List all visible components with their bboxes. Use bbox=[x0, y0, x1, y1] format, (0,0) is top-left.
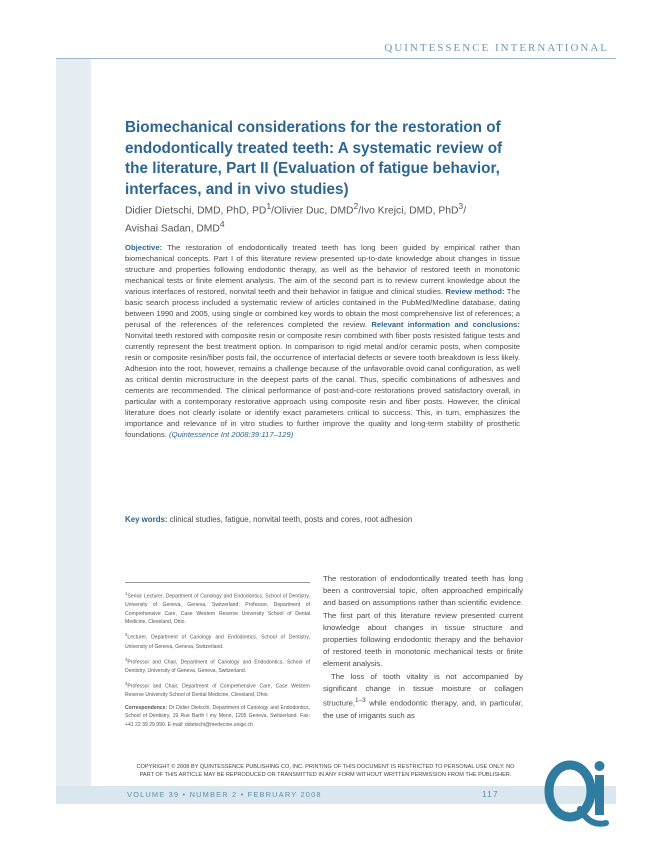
body-sentence: The loss of tooth vitality is not accompanied by significant change in tissue moisture or collagen structure, bbox=[323, 671, 523, 708]
correspondence-label: Correspondence: bbox=[125, 704, 168, 711]
footnote-text: Professor and Chair, Department of Cariology and Endodontics, School of Dentistry, University of Geneva, Geneva, Switzerland. bbox=[125, 659, 310, 674]
correspondence bbox=[125, 704, 310, 730]
affiliation-marker: 2 bbox=[353, 201, 359, 211]
footnote: $^4$Professor and Chair, Department of Comprehensive Care, Case Western Reserve University School of Dental Medicine, Cleveland, Ohio. bbox=[125, 680, 310, 698]
abstract-heading: Review method: bbox=[445, 287, 505, 297]
author-list bbox=[125, 200, 525, 236]
author-text: Didier Dietschi, DMD, PhD, PD bbox=[125, 205, 267, 217]
footnote: $^3$Professor and Chair, Department of Cariology and Endodontics, School of Dentistry, University of Geneva, Geneva, Switzerland. bbox=[125, 656, 310, 674]
affiliation-marker: 1 bbox=[266, 201, 272, 211]
footnote-text: Senior Lecturer, Department of Cariology and Endodontics, School of Dentistry, University of Geneva, Geneva, Switzerland; Professor, Department of Comprehensive Care, Case Western Reserve University School of Dental Medicine, Cleveland, Ohio. bbox=[125, 593, 310, 626]
journal-name: QUINTESSENCE INTERNATIONAL bbox=[384, 42, 609, 54]
author-text: / bbox=[463, 205, 467, 217]
author-text: /Ivo Krejci, DMD, PhD bbox=[358, 205, 459, 217]
correspondence-text: Dr Didier Dietschi, Department of Cariology and Endodontics, School of Dentistry, 19 Rue Barth l my Menn, 1205 Geneva, Switzerland. Fax: +41 22 39 29 990. E-mail: ddietschi@medecine.unige.ch bbox=[125, 704, 310, 729]
issue-info: VOLUME 39 • NUMBER 2 • FEBRUARY 2008 bbox=[127, 790, 322, 799]
footnote: $^1$Senior Lecturer, Department of Cariology and Endodontics, School of Dentistry, University of Geneva, Geneva, Switzerland; Professor, Department of Comprehensive Care, Case Western Reserve University School of Dental Medicine, Cleveland, Ohio. bbox=[125, 591, 310, 626]
body-paragraph: The restoration of endodontically treated teeth has long been a controversial topic, often approached empirically and based on assumptions rather than scientific evidence. The first part of this literature review presented current knowledge about changes in tissue structure and properties following endodontic therapy and the behavior of restored teeth in monotonic mechanical tests or finite element analysis. bbox=[323, 574, 523, 669]
body-paragraph bbox=[323, 671, 523, 722]
abstract-text: The restoration of endodontically treated teeth has long been guided by empirical rather than biomechanical concepts. Part I of this literature review presented up-to-date knowledge about changes in tissue structure and properties following endodontic therapy, as well as the behavior of restored teeth in monotonic mechanical tests or finite element analysis. The aim of the second part is to review current knowledge about the various interfaces of restored, nonvital teeth and their behavior in fatigue and clinical studies. bbox=[125, 243, 520, 297]
footnote-rule bbox=[125, 582, 310, 583]
keywords bbox=[125, 515, 525, 524]
footnote-text: Professor and Chair, Department of Comprehensive Care, Case Western Reserve University School of Dental Medicine, Cleveland, Ohio. bbox=[125, 683, 310, 698]
reference-marker: 1–3 bbox=[355, 697, 366, 705]
author-text: Avishai Sadan, DMD bbox=[125, 223, 220, 235]
affiliation-marker: 4 bbox=[219, 218, 225, 229]
keywords-label: Key words: bbox=[125, 515, 168, 524]
abstract bbox=[125, 242, 520, 440]
body-text bbox=[323, 573, 523, 722]
abstract-heading: Objective: bbox=[125, 243, 163, 252]
body-sentence: while endodontic therapy, and, in particular, the use of irrigants such as bbox=[323, 698, 523, 720]
footnote-text: Lecturer, Department of Cariology and Endodontics, School of Dentistry, University of Geneva, Geneva, Switzerland. bbox=[125, 635, 310, 650]
qi-logo-icon bbox=[540, 755, 612, 833]
header-rule bbox=[56, 58, 616, 59]
page-number: 117 bbox=[482, 789, 499, 799]
article-title: Biomechanical considerations for the restoration of endodontically treated teeth: A systematic review of the literature, Part II (Evaluation of fatigue behavior, interfaces, and in vivo studies) bbox=[125, 119, 503, 198]
footnotes bbox=[125, 590, 310, 734]
affiliation-marker: 3 bbox=[458, 201, 464, 211]
abstract-text: The basic search process included a systematic review of articles contained in the PubMed/Medline database, dating between 1990 and 2005, using single or combined key words to obtain the most comprehensive list of references; a perusal of the references of the references completed the review. bbox=[125, 287, 520, 330]
left-margin-band bbox=[56, 59, 91, 786]
journal-citation: (Quintessence Int 2008;39:117–129) bbox=[169, 430, 294, 440]
copyright-line: PART OF THIS ARTICLE MAY BE REPRODUCED OR TRANSMITTED IN ANY FORM WITHOUT WRITTEN PERMISSION FROM THE PUBLISHER. bbox=[139, 772, 512, 779]
author-text: /Olivier Duc, DMD bbox=[271, 205, 354, 217]
keywords-text: clinical studies, fatigue, nonvital teeth, posts and cores, root adhesion bbox=[167, 515, 413, 524]
footnote: $^2$Lecturer, Department of Cariology and Endodontics, School of Dentistry, University of Geneva, Geneva, Switzerland. bbox=[125, 632, 310, 650]
copyright-notice bbox=[128, 763, 523, 779]
abstract-heading: Relevant information and conclusions: bbox=[371, 320, 520, 330]
copyright-line: COPYRIGHT © 2008 BY QUINTESSENCE PUBLISHING CO, INC. PRINTING OF THIS DOCUMENT IS RESTRICTED TO PERSONAL USE ONLY. NO bbox=[136, 764, 515, 770]
qi-logo-graphic bbox=[540, 755, 612, 833]
abstract-text: Nonvital teeth restored with composite resin or composite resin combined with fiber posts resisted fatigue tests and currently represent the best treatment option. In comparison to rigid metal and/or ceramic posts, when composite resin or composite resin/fiber posts fail, the occurrence of interfacial defects or severe tooth breakdown is less likely. Adhesion into the root, however, remains a challenge because of the unfavorable ovoid canal configuration, as well as critical dentin microstructure in the deepest parts of the canal. Thus, specific combinations of adhesives and cements are recommended. The clinical performance of post-and-core restorations proved satisfactory overall, in particular with a contemporary restorative approach using composite resin and fiber posts. However, the clinical literature does not clearly isolate or identify exact parameters critical to success. This, in turn, emphasizes the importance and relevance of in vitro studies to further improve the quality and long-term stability of prosthetic foundations. bbox=[125, 331, 520, 440]
